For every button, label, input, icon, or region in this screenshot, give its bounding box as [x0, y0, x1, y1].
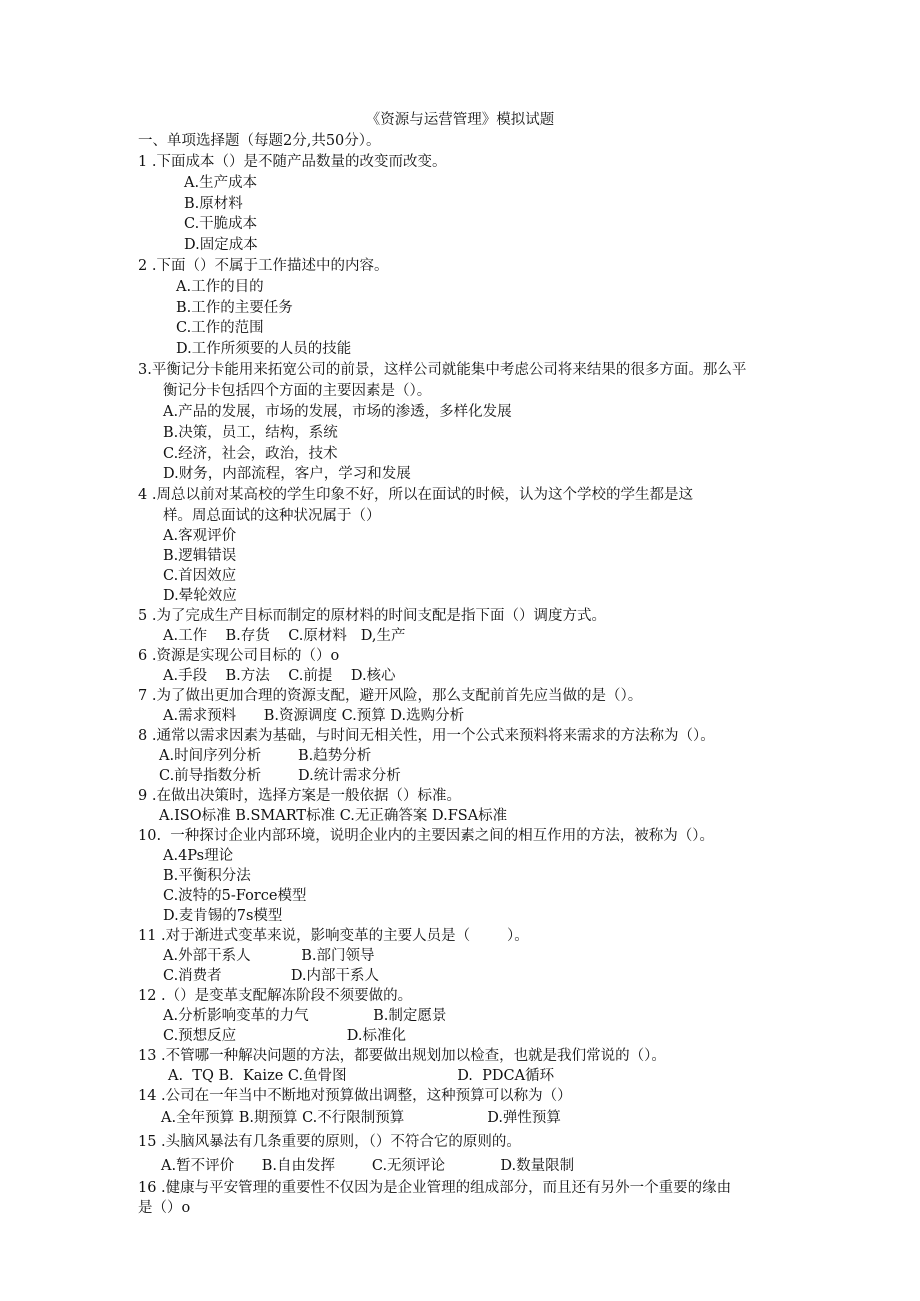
option-line: C.经济，社会，政治，技术	[163, 446, 338, 462]
question-9: 9 .在做出决策时，选择方案是一般依据（）标准。	[138, 788, 461, 804]
question-4: 4 .周总以前对某高校的学生印象不好，所以在面试的时候，认为这个学校的学生都是这	[138, 487, 693, 503]
option-line: D.晕轮效应	[163, 588, 237, 604]
question-8: 8 .通常以需求因素为基础，与时间无相关性，用一个公式来预料将来需求的方法称为（）。	[138, 728, 715, 744]
question-12: 12 .（）是变革支配解冻阶段不须要做的。	[138, 988, 413, 1004]
question-5: 5 .为了完成生产目标而制定的原材料的时间支配是指下面（）调度方式。	[138, 608, 606, 624]
question-13: 13 .不管哪一种解决问题的方法，都要做出规划加以检查，也就是我们常说的（）。	[138, 1048, 666, 1064]
option-line: A.工作的目的	[176, 279, 264, 295]
question-10: 10. 一种探讨企业内部环境，说明企业内的主要因素之间的相互作用的方法，被称为（）。	[138, 828, 715, 844]
question-4-cont: 样。周总面试的这种状况属于（）	[163, 508, 381, 524]
option-line: A.客观评价	[163, 528, 237, 544]
exam-title: 《资源与运营管理》模拟试题	[365, 112, 555, 128]
question-6: 6 .资源是实现公司目标的（）o	[138, 648, 340, 664]
option-line: D.麦肯锡的7s模型	[163, 908, 283, 924]
question-15: 15 .头脑风暴法有几条重要的原则，（）不符合它的原则的。	[138, 1134, 521, 1150]
section-heading: 一、单项选择题（每题2分,共50分）。	[138, 133, 381, 149]
option-line: B.原材料	[184, 196, 243, 212]
option-line: A.生产成本	[184, 175, 258, 191]
option-line: B.决策，员工，结构，系统	[163, 425, 338, 441]
question-1: 1 .下面成本（）是不随产品数量的改变而改变。	[138, 154, 447, 170]
option-line: C.波特的5-Force模型	[163, 888, 307, 904]
option-line: B.逻辑错误	[163, 548, 237, 564]
option-line: A.分析影响变革的力气 B.制定愿景	[163, 1008, 447, 1024]
option-line: C.工作的范围	[176, 320, 264, 336]
option-line: A.产品的发展，市场的发展，市场的渗透，多样化发展	[163, 404, 512, 420]
option-line: A.时间序列分析 B.趋势分析	[159, 748, 372, 764]
option-line: A.外部干系人 B.部门领导	[163, 948, 375, 964]
question-7: 7 .为了做出更加合理的资源支配，避开风险，那么支配前首先应当做的是（）。	[138, 688, 643, 704]
option-line: C.干脆成本	[184, 216, 258, 232]
option-line: C.预想反应 D.标准化	[163, 1028, 407, 1044]
option-line: D.财务，内部流程，客户，学习和发展	[163, 466, 411, 482]
option-line: A.手段 B.方法 C.前提 D.核心	[163, 668, 396, 684]
question-16: 16 .健康与平安管理的重要性不仅因为是企业管理的组成部分，而且还有另外一个重要的缘由	[138, 1180, 732, 1196]
option-line: B.平衡积分法	[163, 868, 251, 884]
question-2: 2 .下面（）不属于工作描述中的内容。	[138, 258, 389, 274]
question-16-cont: 是（）o	[138, 1200, 191, 1216]
option-line: C.前导指数分析 D.统计需求分析	[159, 768, 401, 784]
option-line: B.工作的主要任务	[176, 300, 293, 316]
option-line: A. TQ B. Kaize C.鱼骨图 D. PDCA循环	[168, 1068, 555, 1084]
option-line: D.固定成本	[184, 237, 258, 253]
option-line: A.工作 B.存货 C.原材料 D,生产	[163, 628, 406, 644]
question-14: 14 .公司在一年当中不断地对预算做出调整，这种预算可以称为（）	[138, 1088, 572, 1104]
option-line: A.全年预算 B.期预算 C.不行限制预算 D.弹性预算	[161, 1110, 561, 1126]
option-line: A.4Ps理论	[163, 848, 234, 864]
option-line: C.消费者 D.内部干系人	[163, 968, 380, 984]
question-3: 3.平衡记分卡能用来拓宽公司的前景，这样公司就能集中考虑公司将来结果的很多方面。那么平	[138, 362, 747, 378]
question-3-cont: 衡记分卡包括四个方面的主要因素是（）。	[163, 383, 432, 399]
question-11: 11 .对于渐进式变革来说，影响变革的主要人员是（ ）。	[138, 928, 529, 944]
option-line: C.首因效应	[163, 568, 237, 584]
option-line: A.需求预料 B.资源调度 C.预算 D.选购分析	[163, 708, 465, 724]
option-line: A.ISO标准 B.SMART标准 C.无正确答案 D.FSA标准	[159, 808, 508, 824]
option-line: D.工作所须要的人员的技能	[176, 341, 352, 357]
option-line: A.暂不评价 B.自由发挥 C.无须评论 D.数量限制	[161, 1158, 575, 1174]
